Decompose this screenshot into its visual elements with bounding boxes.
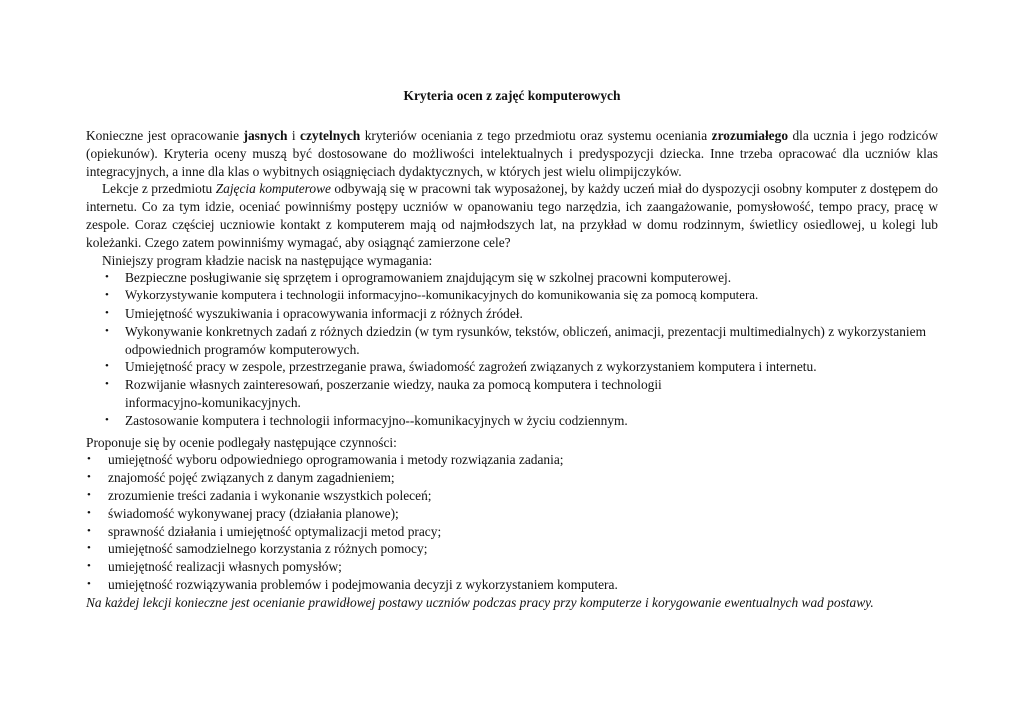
intro-bold-understandable: zrozumiałego: [711, 128, 789, 143]
criterion-text: zrozumienie treści zadania i wykonanie wszystkich poleceń;: [108, 487, 432, 503]
requirement-text: Wykonywanie konkretnych zadań z różnych dziedzin (w tym rysunków, tekstów, obliczeń, animacji, prezentacji multimedialnych) z wykorzystaniem odpowiednich programów komputerowych.: [125, 323, 926, 357]
list-item: [86, 558, 938, 576]
list-item: [86, 469, 938, 487]
bullet-icon: •: [105, 324, 109, 337]
bullet-icon: •: [87, 471, 91, 484]
criterion-text: umiejętność realizacji własnych pomysłów;: [108, 559, 342, 575]
bullet-icon: •: [105, 271, 109, 284]
bullet-icon: •: [105, 360, 109, 373]
intro-text-3: kryteriów oceniania z tego przedmiotu oraz systemu oceniania: [360, 128, 712, 143]
lessons-text-1: Lekcje z przedmiotu: [102, 181, 216, 197]
list-item: [86, 305, 938, 323]
requirement-text: Umiejętność pracy w zespole, przestrzeganie prawa, świadomość zagrożeń związanych z wykorzystaniem komputera i internetu.: [125, 359, 817, 375]
bullet-icon: •: [87, 453, 91, 466]
requirement-text: Umiejętność wyszukiwania i opracowywania informacji z różnych źródeł.: [125, 305, 523, 321]
list-item: [86, 376, 938, 412]
intro-text-1: Konieczne jest opracowanie: [86, 128, 244, 143]
list-item: [86, 487, 938, 505]
list-item: [86, 358, 938, 376]
bullet-icon: •: [87, 577, 91, 590]
lessons-subject-name: Zajęcia komputerowe: [215, 181, 331, 197]
requirements-intro: Niniejszy program kładzie nacisk na następujące wymagania:: [102, 252, 433, 268]
bullet-icon: •: [105, 289, 109, 302]
criterion-text: umiejętność wyboru odpowiedniego oprogramowania i metody rozwiązania zadania;: [108, 452, 564, 468]
list-item: [86, 287, 938, 305]
criterion-text: umiejętność rozwiązywania problemów i podejmowania decyzji z wykorzystaniem komputera.: [108, 576, 618, 592]
list-item: [86, 269, 938, 287]
requirement-text: Wykorzystywanie komputera i technologii informacyjno--komunikacyjnych do komunikowania się za pomocą komputera.: [125, 288, 759, 303]
criteria-list: [86, 451, 938, 593]
criterion-text: umiejętność samodzielnego korzystania z różnych pomocy;: [108, 541, 428, 557]
bullet-icon: •: [87, 524, 91, 537]
requirement-text: Bezpieczne posługiwanie się sprzętem i oprogramowaniem znajdującym się w szkolnej pracowni komputerowej.: [125, 270, 732, 286]
intro-paragraph: [86, 127, 938, 180]
requirement-text: Zastosowanie komputera i technologii informacyjno--komunikacyjnych w życiu codziennym.: [125, 412, 628, 428]
bullet-icon: •: [105, 306, 109, 319]
lessons-paragraph: [86, 180, 938, 251]
bullet-icon: •: [87, 488, 91, 501]
requirement-text: Rozwijanie własnych zainteresowań, poszerzanie wiedzy, nauka za pomocą komputera i technologii informacyjno-komunikacyjnych.: [125, 377, 662, 410]
list-item: [86, 540, 938, 558]
bullet-icon: •: [105, 378, 109, 391]
bullet-icon: •: [87, 542, 91, 555]
intro-text-2: i: [287, 128, 301, 143]
list-item: [86, 323, 938, 359]
lessons-text-2: odbywają się w pracowni tak wyposażonej, by każdy uczeń miał do dyspozycji osobny komputer z dostępem do internetu. Co za tym idzie, oceniać powinniśmy postępy uczniów w opanowaniu tego narzędzia, ich zaangażowanie, pomysłowość, tempo pracy, pracę w zespole. Coraz częściej uczniowie kontakt z komputerem mają od najmłodszych lat, na przykład w domu rodzinnym, świetlicy osiedlowej, u kolegi lub koleżanki. Czego zatem powinniśmy wymagać, aby osiągnąć zamierzone cele?: [86, 181, 938, 250]
intro-bold-readable: czytelnych: [300, 128, 361, 143]
list-item: [86, 576, 938, 594]
criterion-text: świadomość wykonywanej pracy (działania planowe);: [108, 505, 399, 521]
list-item: [86, 412, 938, 430]
document-body: [86, 127, 938, 612]
criterion-text: sprawność działania i umiejętność optymalizacji metod pracy;: [108, 523, 442, 539]
bullet-icon: •: [87, 506, 91, 519]
document-title: Kryteria ocen z zajęć komputerowych: [403, 88, 621, 103]
criteria-intro: Proponuje się by ocenie podlegały następujące czynności:: [86, 434, 397, 450]
intro-text-4: dla ucznia i jego rodziców (opiekunów). Kryteria oceny muszą być dostosowane do możliwości intelektualnych i predyspozycji dziecka. Inne trzeba opracować dla uczniów klas integracyjnych, a inne dla klas o wybitnych osiągnięciach dydaktycznych, w których jest wielu olimpijczyków.: [86, 128, 939, 179]
bullet-icon: •: [87, 560, 91, 573]
intro-bold-clear: jasnych: [243, 128, 288, 143]
closing-note: Na każdej lekcji konieczne jest ocenianie prawidłowej postawy uczniów podczas pracy przy komputerze i korygowanie ewentualnych wad postawy.: [86, 594, 874, 610]
list-item: [86, 451, 938, 469]
bullet-icon: •: [105, 413, 109, 426]
list-item: [86, 505, 938, 523]
criterion-text: znajomość pojęć związanych z danym zagadnieniem;: [108, 470, 395, 486]
list-item: [86, 523, 938, 541]
requirements-list: [86, 269, 938, 429]
